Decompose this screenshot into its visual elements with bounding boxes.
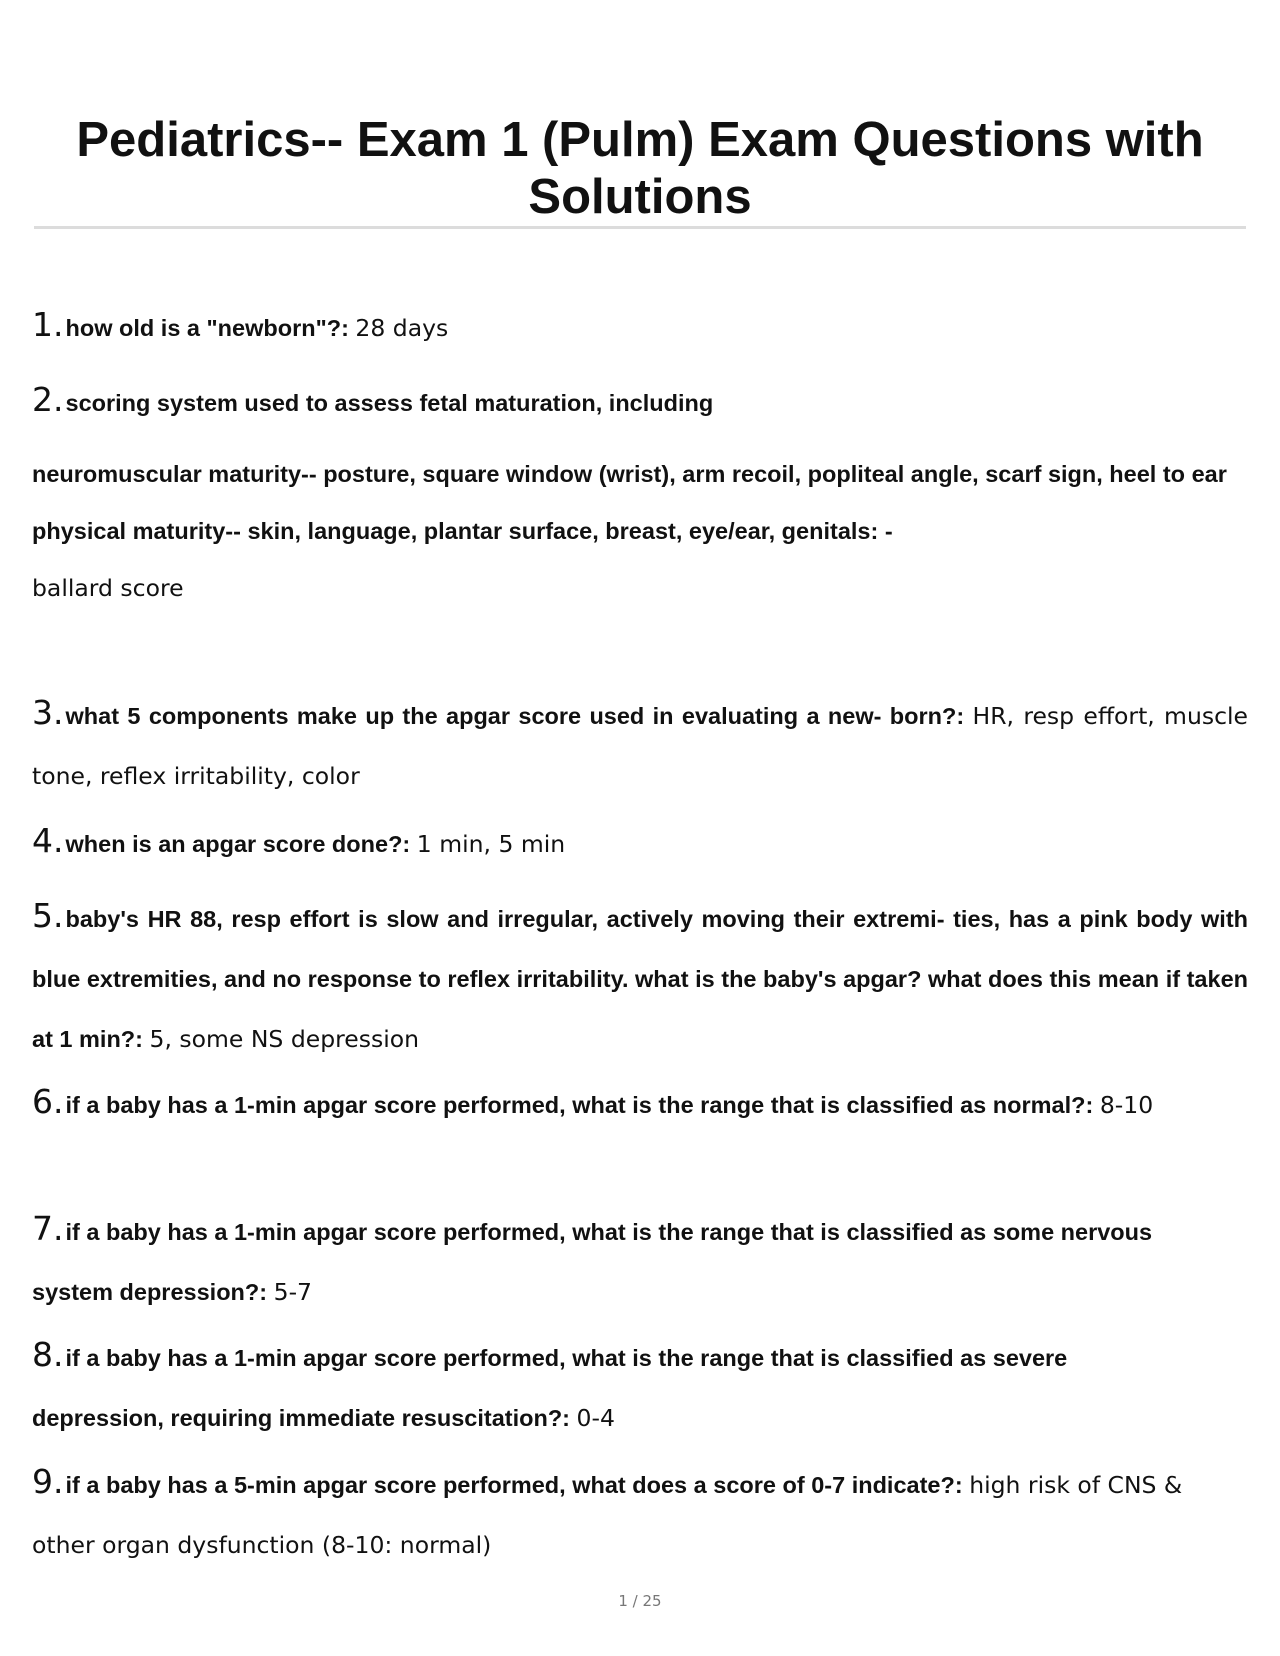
qa-item-1: [32, 295, 1248, 358]
answer-text: 5-7: [273, 1278, 313, 1306]
qa-item-4: [32, 811, 1248, 874]
answer-text: 0-4: [576, 1404, 615, 1432]
question-text: if a baby has a 5-min apgar score performed, what does a score of 0-7 indicate?:: [65, 1472, 963, 1498]
question-number: 4.: [32, 821, 64, 860]
answer-text: 5, some NS depression: [149, 1025, 419, 1053]
question-number: 2.: [32, 380, 64, 419]
qa-item-5: [32, 886, 1248, 1069]
qa-item-6: [32, 1072, 1248, 1135]
question-text: when is an apgar score done?:: [65, 831, 411, 857]
question-text: how old is a "newborn"?:: [65, 315, 349, 341]
question-text-line-2: neuromuscular maturity-- posture, square window (wrist), arm recoil, popliteal angle, scarf sign, heel to ear: [32, 461, 1227, 487]
question-text: if a baby has a 1-min apgar score performed, what is the range that is classified as normal?:: [65, 1092, 1094, 1118]
title-divider: [34, 226, 1246, 229]
question-number: 8.: [32, 1335, 64, 1374]
qa-item-7: [32, 1199, 1172, 1322]
answer-text: high risk of CNS & other organ dysfunction (8-10: normal): [32, 1471, 1183, 1559]
question-text: what 5 components make up the apgar score used in evaluating a new- born?:: [65, 703, 965, 729]
question-number: 1.: [32, 305, 64, 344]
answer-text: HR, resp effort, muscle tone, reflex irritability, color: [32, 702, 1248, 790]
question-text: baby's HR 88, resp effort is slow and irregular, actively moving their extremi- ties, has a pink body with blue extremities, and no response to reflex irritability. what is the baby's apgar? what does this mean if taken at 1 min?:: [32, 906, 1248, 1052]
qa-item-2: [32, 369, 1248, 617]
qa-item-3: [32, 683, 1248, 806]
page-number: 1 / 25: [618, 1592, 662, 1610]
question-number: 5.: [32, 896, 64, 935]
question-number: 3.: [32, 693, 64, 732]
answer-text: 28 days: [355, 314, 449, 342]
qa-item-8: [32, 1325, 1182, 1448]
qa-item-9: [32, 1452, 1222, 1575]
question-number: 6.: [32, 1082, 64, 1121]
answer-text: ballard score: [32, 574, 184, 602]
document-title: Pediatrics-- Exam 1 (Pulm) Exam Questions with Solutions: [76, 113, 1204, 224]
question-text-line-3: physical maturity-- skin, language, plantar surface, breast, eye/ear, genitals: -: [32, 518, 893, 544]
question-number: 7.: [32, 1209, 64, 1248]
question-text: if a baby has a 1-min apgar score performed, what is the range that is classified as some nervous system depression?:: [32, 1219, 1153, 1305]
answer-text: 1 min, 5 min: [416, 830, 566, 858]
question-text: if a baby has a 1-min apgar score performed, what is the range that is classified as severe depression, requiring immediate resuscitation?:: [32, 1345, 1068, 1431]
question-number: 9.: [32, 1462, 64, 1501]
question-text-line-1: scoring system used to assess fetal maturation, including: [65, 390, 714, 416]
answer-text: 8-10: [1099, 1091, 1154, 1119]
